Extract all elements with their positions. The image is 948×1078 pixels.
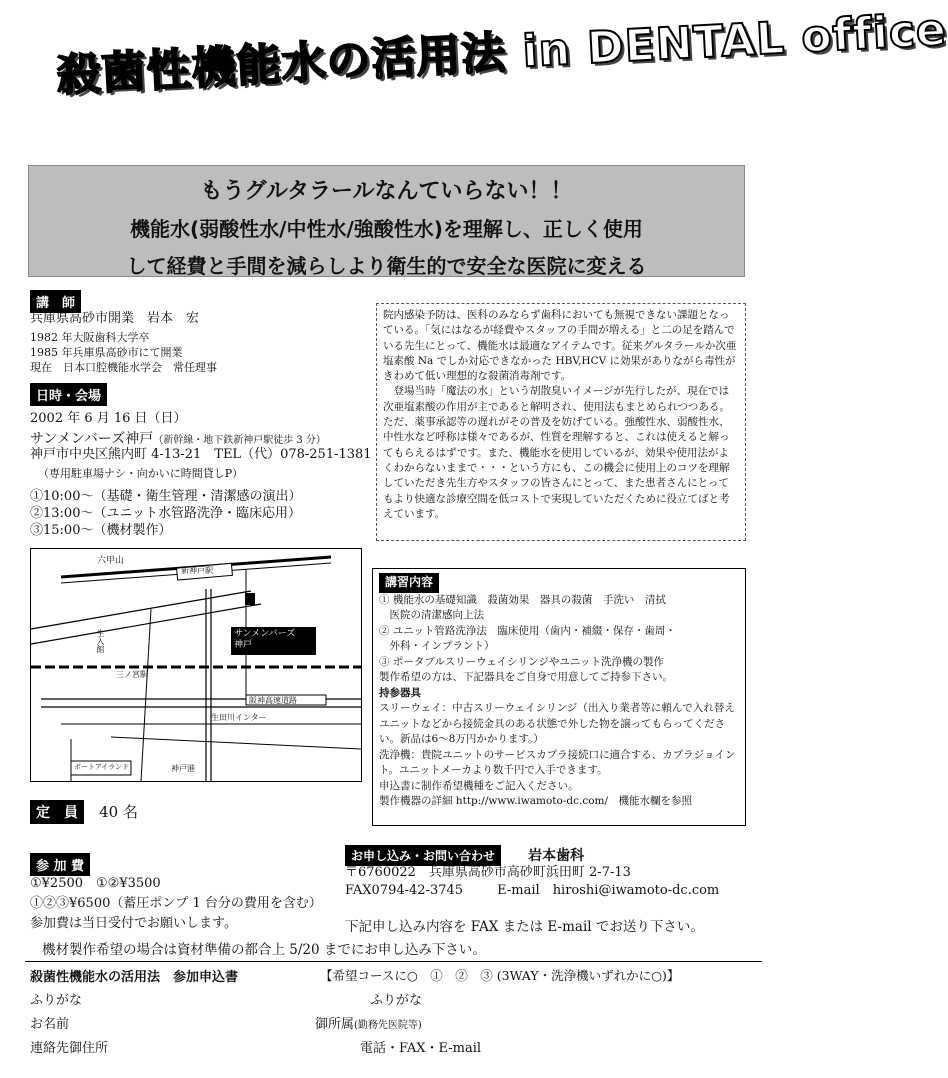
intro-paragraph-2: 登場当時「魔法の水」という胡散臭いイメージが先行したが、現在では次亜塩素酸の作用が主であると解明され、使用法もまとめられつつある。ただ、薬事承認等の遅れがその普及を妨げている。強酸性水、弱酸性水、中性水など呼称は様々であるが、性質を理解すると、これは使えると解ってもらえるはずです。また、機能水を使用しているが、効果や使用法がよくわからないままで・・・という方にも、この機会に使用上のコツを理解していただき先生方やスタッフの皆さんにとって、また患者さんにとってもより快適な診療空間を低コストで実現していただくために役立てばと考えています。 xyxy=(383,385,730,520)
lecturer-career-2: 1985 年兵庫県高砂市にて開業 xyxy=(30,346,183,359)
notice-send: 下記申し込み内容を FAX または E-mail でお送り下さい。 xyxy=(345,919,704,935)
notice-deadline: 機材製作希望の場合は資材準備の都合上 5/20 までにお申し込み下さい。 xyxy=(42,942,486,958)
form-furigana-label-2: ふりがな xyxy=(370,993,423,1008)
contact-fax: FAX0794-42-3745 xyxy=(345,883,464,898)
map-label-venue: サンメンバーズ 神戸 xyxy=(234,629,296,650)
course-item-2: ② ユニット管路洗浄法 臨床使用（歯内・補綴・保存・歯周・ xyxy=(379,624,676,637)
map-label-kobeport: 神戸港 xyxy=(171,764,195,773)
course-item-2b: 外科・インプラント） xyxy=(379,640,495,652)
map-label-rokkosan: 六甲山 xyxy=(97,556,125,566)
map-label-shinkobe: 新神戸駅 xyxy=(181,566,213,575)
form-furigana-label-1: ふりがな xyxy=(30,993,83,1008)
access-map xyxy=(30,548,362,782)
fee-line-3: 参加費は当日受付でお願いします。 xyxy=(30,916,237,931)
map-label-sannomiya: 三ノ宮駅 xyxy=(116,670,148,679)
form-divider xyxy=(25,961,762,962)
banner-line-2: 機能水(弱酸性水/中性水/強酸性水)を理解し、正しく使用 xyxy=(130,217,643,241)
session-2: ②13:00～（ユニット水管路洗浄・臨床応用） xyxy=(30,506,301,521)
form-phone-field[interactable]: 電話・FAX・E-mail xyxy=(360,1041,482,1056)
event-date: 2002 年 6 月 16 日（日） xyxy=(30,411,187,426)
fee-line-2: ①②③¥6500（蓄圧ポンプ 1 台分の費用を含む） xyxy=(30,896,322,911)
map-drawing xyxy=(31,549,361,781)
form-course-select[interactable]: 【希望コースに○ ① ② ③ (3WAY・洗浄機いずれかに○)】 xyxy=(320,968,680,983)
contact-label: お申し込み・お問い合わせ xyxy=(345,845,501,866)
intro-box xyxy=(376,303,746,541)
course-note: 申込書に制作希望機種をご記入ください。 xyxy=(379,779,579,792)
intro-paragraph-1: 院内感染予防は、医科のみならず歯科においても無視できない課題となっている。「気にはなるが経費やスタッフの手間が増える」と二の足を踏んでいる先生にとって、機能水は最適なアイテムです。従来グルタラールか次亜塩素酸 Na でしか対応できなかった HBV,HCV に効果がありながら毒性がきわめて低い理想的な殺菌消毒剤です。 xyxy=(383,309,737,383)
course-item-3b: 製作希望の方は、下記器具をご自身で用意してご持参下さい。 xyxy=(379,671,673,683)
course-item-3: ③ ポータブルスリーウェイシリンジやユニット洗浄機の製作 xyxy=(379,655,664,668)
venue-access: （新幹線・地下鉄新神戸駅徒歩 3 分） xyxy=(153,435,326,446)
map-label-port: ポートアイランド xyxy=(74,763,130,771)
contact-email: E-mail hiroshi@iwamoto-dc.com xyxy=(497,883,720,898)
map-label-ikuta: 生入館 xyxy=(96,629,105,653)
page-title: 殺菌性機能水の活用法 in DENTAL office xyxy=(55,4,948,102)
form-name-field[interactable]: お名前 xyxy=(30,1017,70,1032)
bring-washer: 洗浄機：貴院ユニットのサービスカプラ接続口に適合する、カプラジョイント。ユニットメーカより数千円で入手できます。 xyxy=(379,748,736,776)
venue-name: サンメンバーズ神戸 xyxy=(30,431,154,447)
headline-banner xyxy=(28,165,745,277)
lecturer-career-3: 現在 日本口腔機能水学会 常任理事 xyxy=(30,361,217,374)
course-label: 講習内容 xyxy=(379,573,439,593)
course-item-1: ① 機能水の基礎知識 殺菌効果 器具の殺菌 手洗い 清拭 xyxy=(379,593,666,606)
form-office-label: 御所属 xyxy=(315,1017,355,1032)
parking-note: （専用駐車場ナシ・向かいに時間貸しP） xyxy=(38,467,244,480)
lecturer-name: 兵庫県高砂市開業 岩本 宏 xyxy=(30,311,200,326)
session-3: ③15:00～（機材製作） xyxy=(30,523,172,538)
form-office-note: (勤務先医院等) xyxy=(354,1020,422,1031)
course-detail: 製作機器の詳細 http://www.iwamoto-dc.com/ 機能水欄を参照 xyxy=(379,795,693,807)
venue-address: 神戸市中央区熊内町 4-13-21 TEL（代）078-251-1381 xyxy=(30,447,372,462)
form-office-field[interactable] xyxy=(315,1016,422,1035)
course-item-1b: 医院の清潔感向上法 xyxy=(379,609,484,621)
contact-address: 〒6760022 兵庫県高砂市高砂町浜田町 2-7-13 xyxy=(345,865,631,880)
bring-three-way: スリーウェイ：中古スリーウェイシリンジ（出入り業者等に頼んで入れ替えユニットなどから接続金具のある状態で外した物を譲ってもらってください。新品は6～8万円かかります。） xyxy=(379,702,735,745)
banner-line-1: もうグルタラールなんていらない！！ xyxy=(200,179,573,204)
capacity-label: 定 員 xyxy=(30,800,84,824)
venue-label: 日時・会場 xyxy=(30,383,107,406)
session-1: ①10:00～（基礎・衛生管理・清潔感の演出） xyxy=(30,489,302,504)
form-title: 殺菌性機能水の活用法 参加申込書 xyxy=(30,970,239,985)
lecturer-label: 講 師 xyxy=(30,290,81,313)
clinic-name: 岩本歯科 xyxy=(528,848,585,864)
map-label-ikutagawa: 生田川インター xyxy=(211,713,267,722)
form-address-field[interactable]: 連絡先御住所 xyxy=(30,1041,109,1056)
capacity-value: 40 名 xyxy=(99,803,138,821)
map-label-hanshin: 阪神高速道路 xyxy=(249,696,297,705)
banner-line-3: して経費と手間を減らしより衛生的で安全な医院に変える xyxy=(126,254,647,278)
course-box xyxy=(372,568,746,826)
fee-label: 参 加 費 xyxy=(30,853,90,876)
bring-label: 持参器具 xyxy=(379,686,421,699)
fee-line-1: ①¥2500 ①②¥3500 xyxy=(30,876,161,891)
lecturer-career-1: 1982 年大阪歯科大学卒 xyxy=(30,331,150,344)
